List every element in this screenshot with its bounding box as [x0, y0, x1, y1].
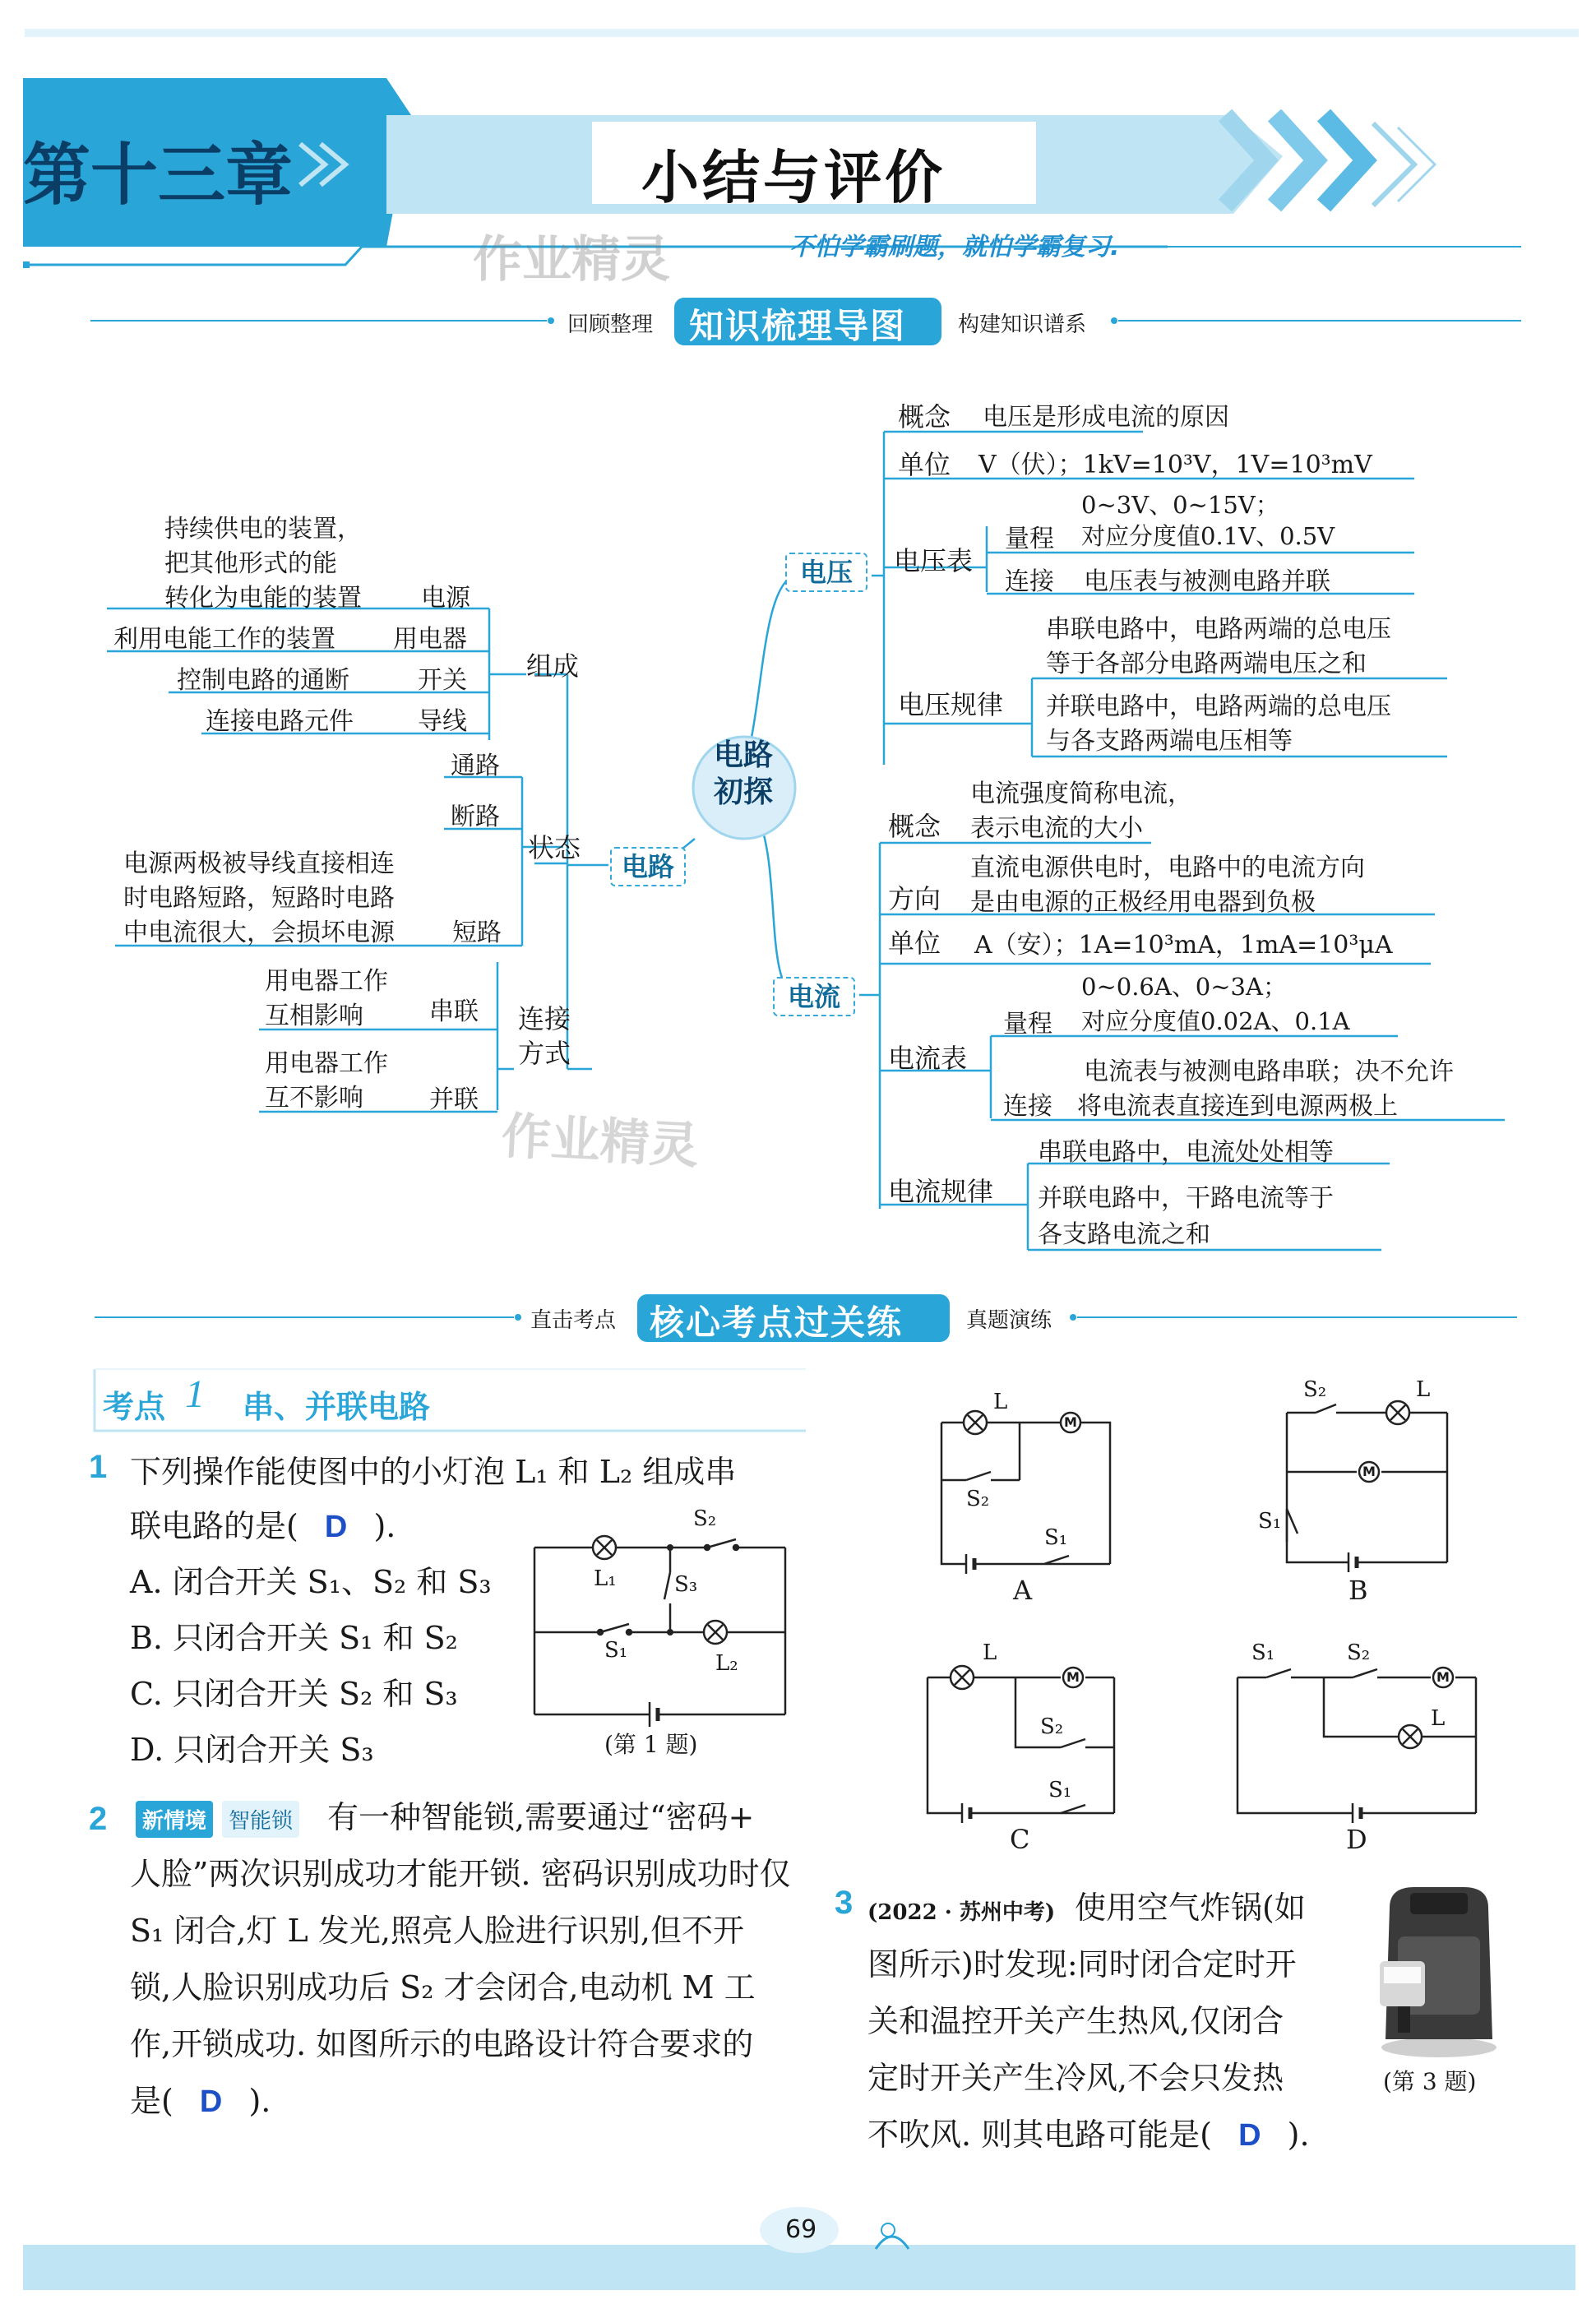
q1-caption: (第 1 题)	[604, 1731, 698, 1758]
q3-line2: 图所示)时发现:同时闭合定时开	[867, 1946, 1297, 1983]
q2-diagram-a: A	[1013, 1575, 1033, 1606]
section2-left-label: 直击考点	[530, 1308, 617, 1333]
q2-answer: D	[199, 2084, 223, 2119]
q2-last-a: 是(	[130, 2083, 173, 2119]
volt-rule-label: 电压规律	[898, 689, 1004, 720]
curr-unit-label: 单位	[888, 928, 941, 959]
q2d-label-l: L	[1431, 1706, 1446, 1731]
q2-number: 2	[89, 1801, 108, 1837]
q2-tag-topic: 智能锁	[222, 1801, 299, 1838]
page-title: 小结与评价	[641, 144, 946, 211]
q1-label-l2: L₂	[715, 1651, 738, 1676]
state-short-desc-1: 电源两极被导线直接相连	[123, 849, 395, 878]
q1-label-l1: L₁	[594, 1566, 617, 1591]
comp-appliance-name: 用电器	[393, 625, 467, 654]
q1-option-d: D. 只闭合开关 S₃	[130, 1732, 374, 1768]
q2a-label-l: L	[993, 1390, 1008, 1414]
comp-appliance-desc: 利用电能工作的装置	[113, 625, 335, 654]
conn-parallel-name: 并联	[429, 1085, 479, 1114]
node-current: 电流	[773, 977, 855, 1016]
curr-concept-2: 表示电流的大小	[970, 814, 1143, 843]
q3-number: 3	[835, 1885, 854, 1921]
volt-rule-parallel-1: 并联电路中，电路两端的总电压	[1046, 692, 1391, 721]
curr-concept-1: 电流强度简称电流，	[970, 780, 1192, 808]
q2-line4: 锁,人脸识别成功后 S₂ 才会闭合,电动机 M 工	[130, 1969, 756, 2006]
q3-last-a: 不吹风. 则其电路可能是(	[867, 2117, 1212, 2153]
node-voltage: 电压	[785, 553, 867, 592]
volt-rule-series-1: 串联电路中，电路两端的总电压	[1046, 615, 1391, 644]
volt-range-1: 0~3V、0~15V；	[1081, 491, 1279, 519]
curr-unit-text: A（安）；1A=10³mA，1mA=10³μA	[974, 931, 1393, 960]
q2-tag-new: 新情境	[136, 1801, 213, 1838]
q3-line4: 定时开关产生冷风,不会只发热	[867, 2060, 1284, 2096]
conn-series-name: 串联	[429, 997, 479, 1026]
curr-rule-label: 电流规律	[888, 1176, 994, 1207]
section2-title: 核心考点过关练	[650, 1302, 904, 1343]
state-short-desc-2: 时电路短路，短路时电路	[123, 884, 395, 913]
volt-conn-text: 电压表与被测电路并联	[1084, 567, 1330, 596]
q2d-motor-m: M	[1436, 1669, 1450, 1685]
volt-unit-label: 单位	[898, 449, 951, 480]
volt-concept-text: 电压是形成电流的原因	[983, 403, 1229, 432]
q2b-label-s1: S₁	[1258, 1509, 1282, 1534]
comp-switch-desc: 控制电路的通断	[177, 666, 349, 695]
q1-label-s1: S₁	[604, 1638, 628, 1663]
conn-parallel-desc-2: 互不影响	[265, 1084, 363, 1113]
q1-answer: D	[324, 1510, 348, 1544]
q2a-label-s1: S₁	[1044, 1525, 1068, 1550]
comp-power-desc-3: 转化为电能的装置	[164, 584, 362, 613]
comp-wire-desc: 连接电路元件	[206, 707, 354, 736]
volt-concept-label: 概念	[898, 401, 951, 433]
q2c-label-s1: S₁	[1048, 1778, 1072, 1802]
q1-label-s2: S₂	[693, 1506, 717, 1531]
state-broken: 断路	[451, 803, 500, 831]
comp-wire-name: 导线	[418, 707, 467, 736]
volt-rule-parallel-2: 与各支路两端电压相等	[1046, 727, 1293, 756]
q3-caption: (第 3 题)	[1383, 2068, 1477, 2095]
curr-concept-label: 概念	[888, 811, 941, 842]
page-number: 69	[785, 2215, 817, 2244]
q1-stem-line1: 下列操作能使图中的小灯泡 L₁ 和 L₂ 组成串	[130, 1454, 737, 1490]
q2-line5: 作,开锁成功. 如图所示的电路设计符合要求的	[130, 2026, 754, 2062]
mindmap-center-line2: 初探	[714, 775, 774, 809]
section-left-label: 回顾整理	[567, 312, 654, 337]
curr-rule-parallel-2: 各支路电流之和	[1038, 1220, 1210, 1249]
q2-diagram-c: C	[1010, 1824, 1030, 1855]
comp-power-name: 电源	[421, 584, 470, 613]
conn-series-desc-2: 互相影响	[265, 1002, 363, 1030]
q2d-label-s1: S₁	[1251, 1640, 1275, 1665]
curr-conn-label: 连接	[1003, 1092, 1052, 1121]
q1-option-c: C. 只闭合开关 S₂ 和 S₃	[130, 1676, 458, 1712]
q2a-label-s2: S₂	[966, 1487, 990, 1511]
q1-stem2-a: 联电路的是(	[130, 1508, 298, 1544]
chapter-label: 第十三章	[23, 136, 294, 215]
curr-direction-1: 直流电源供电时，电路中的电流方向	[970, 854, 1365, 882]
q3-source: (2022 · 苏州中考)	[867, 1900, 1056, 1925]
q1-number: 1	[89, 1449, 108, 1485]
curr-direction-2: 是由电源的正极经用电器到负极	[970, 888, 1316, 917]
q1-label-s3: S₃	[674, 1572, 698, 1597]
curr-range-1: 0~0.6A、0~3A；	[1081, 973, 1287, 1001]
watermark: 作业精灵	[473, 231, 670, 289]
mindmap-center-line1: 电路	[714, 738, 774, 772]
node-connection-2: 方式	[518, 1038, 571, 1069]
volt-conn-label: 连接	[1005, 567, 1054, 596]
comp-power-desc-2: 把其他形式的能	[164, 549, 337, 578]
q1-option-a: A. 闭合开关 S₁、S₂ 和 S₃	[130, 1564, 492, 1600]
curr-meter-label: 电流表	[888, 1043, 968, 1074]
q2a-motor-m: M	[1064, 1414, 1077, 1430]
comp-power-desc-1: 持续供电的装置，	[164, 515, 362, 544]
watermark-2: 作业精灵	[500, 1107, 701, 1176]
volt-unit-text: V（伏）；1kV=10³V，1V=10³mV	[978, 451, 1372, 479]
q2-line1: 有一种智能锁,需要通过“密码+	[327, 1799, 755, 1835]
volt-meter-label: 电压表	[894, 545, 974, 576]
q3-line3: 关和温控开关产生热风,仅闭合	[867, 2003, 1284, 2039]
exam-point-title: 串、并联电路	[243, 1389, 431, 1425]
state-open-path: 通路	[451, 752, 500, 780]
curr-rule-series: 串联电路中，电流处处相等	[1038, 1138, 1334, 1167]
q1-option-b: B. 只闭合开关 S₁ 和 S₂	[130, 1620, 458, 1656]
q2-line2: 人脸”两次识别成功才能开锁. 密码识别成功时仅	[130, 1856, 791, 1892]
curr-range-label: 量程	[1003, 1010, 1052, 1039]
curr-rule-parallel-1: 并联电路中，干路电流等于	[1038, 1184, 1334, 1213]
curr-direction-label: 方向	[888, 883, 941, 914]
q2-line3: S₁ 闭合,灯 L 发光,照亮人脸进行识别,但不开	[130, 1913, 744, 1949]
q2d-label-s2: S₂	[1347, 1640, 1371, 1665]
q3-last-b: ).	[1287, 2117, 1310, 2153]
q2c-motor-m: M	[1066, 1669, 1080, 1685]
volt-rule-series-2: 等于各部分电路两端电压之和	[1046, 650, 1367, 678]
node-circuit: 电路	[610, 847, 686, 886]
state-short-name: 短路	[452, 918, 502, 947]
q2b-motor-m: M	[1362, 1464, 1376, 1479]
q2-diagram-d: D	[1346, 1824, 1367, 1855]
comp-switch-name: 开关	[418, 666, 467, 695]
q2-last-b: ).	[248, 2083, 271, 2119]
curr-conn-2: 将电流表直接连到电源两极上	[1077, 1092, 1398, 1121]
conn-series-desc-1: 用电器工作	[265, 967, 388, 996]
node-connection-1: 连接	[518, 1003, 571, 1034]
section-title: 知识梳理导图	[689, 306, 907, 346]
curr-range-2: 对应分度值0.02A、0.1A	[1081, 1007, 1350, 1035]
q2b-label-s2: S₂	[1303, 1377, 1327, 1402]
volt-range-label: 量程	[1005, 525, 1054, 553]
exam-point-label: 考点	[103, 1389, 166, 1425]
node-state: 状态	[528, 832, 581, 863]
conn-parallel-desc-1: 用电器工作	[265, 1049, 388, 1078]
section-right-label: 构建知识谱系	[958, 312, 1087, 337]
q2-diagram-b: B	[1349, 1575, 1368, 1606]
exam-point-number: 1	[185, 1372, 205, 1416]
state-short-desc-3: 中电流很大，会损坏电源	[123, 918, 395, 947]
q2b-label-l: L	[1416, 1377, 1431, 1402]
volt-range-2: 对应分度值0.1V、0.5V	[1081, 522, 1335, 550]
q2c-label-l: L	[983, 1640, 997, 1665]
curr-conn-1: 电流表与被测电路串联；决不允许	[1084, 1057, 1454, 1086]
node-composition: 组成	[526, 650, 580, 682]
header-slogan: 不怕学霸刷题，就怕学霸复习.	[789, 233, 1120, 261]
q1-stem2-b: ).	[373, 1508, 396, 1544]
q3-answer: D	[1238, 2118, 1261, 2153]
section2-right-label: 真题演练	[966, 1308, 1052, 1333]
q2c-label-s2: S₂	[1040, 1714, 1064, 1739]
q3-line1: 使用空气炸锅(如	[1075, 1890, 1306, 1926]
